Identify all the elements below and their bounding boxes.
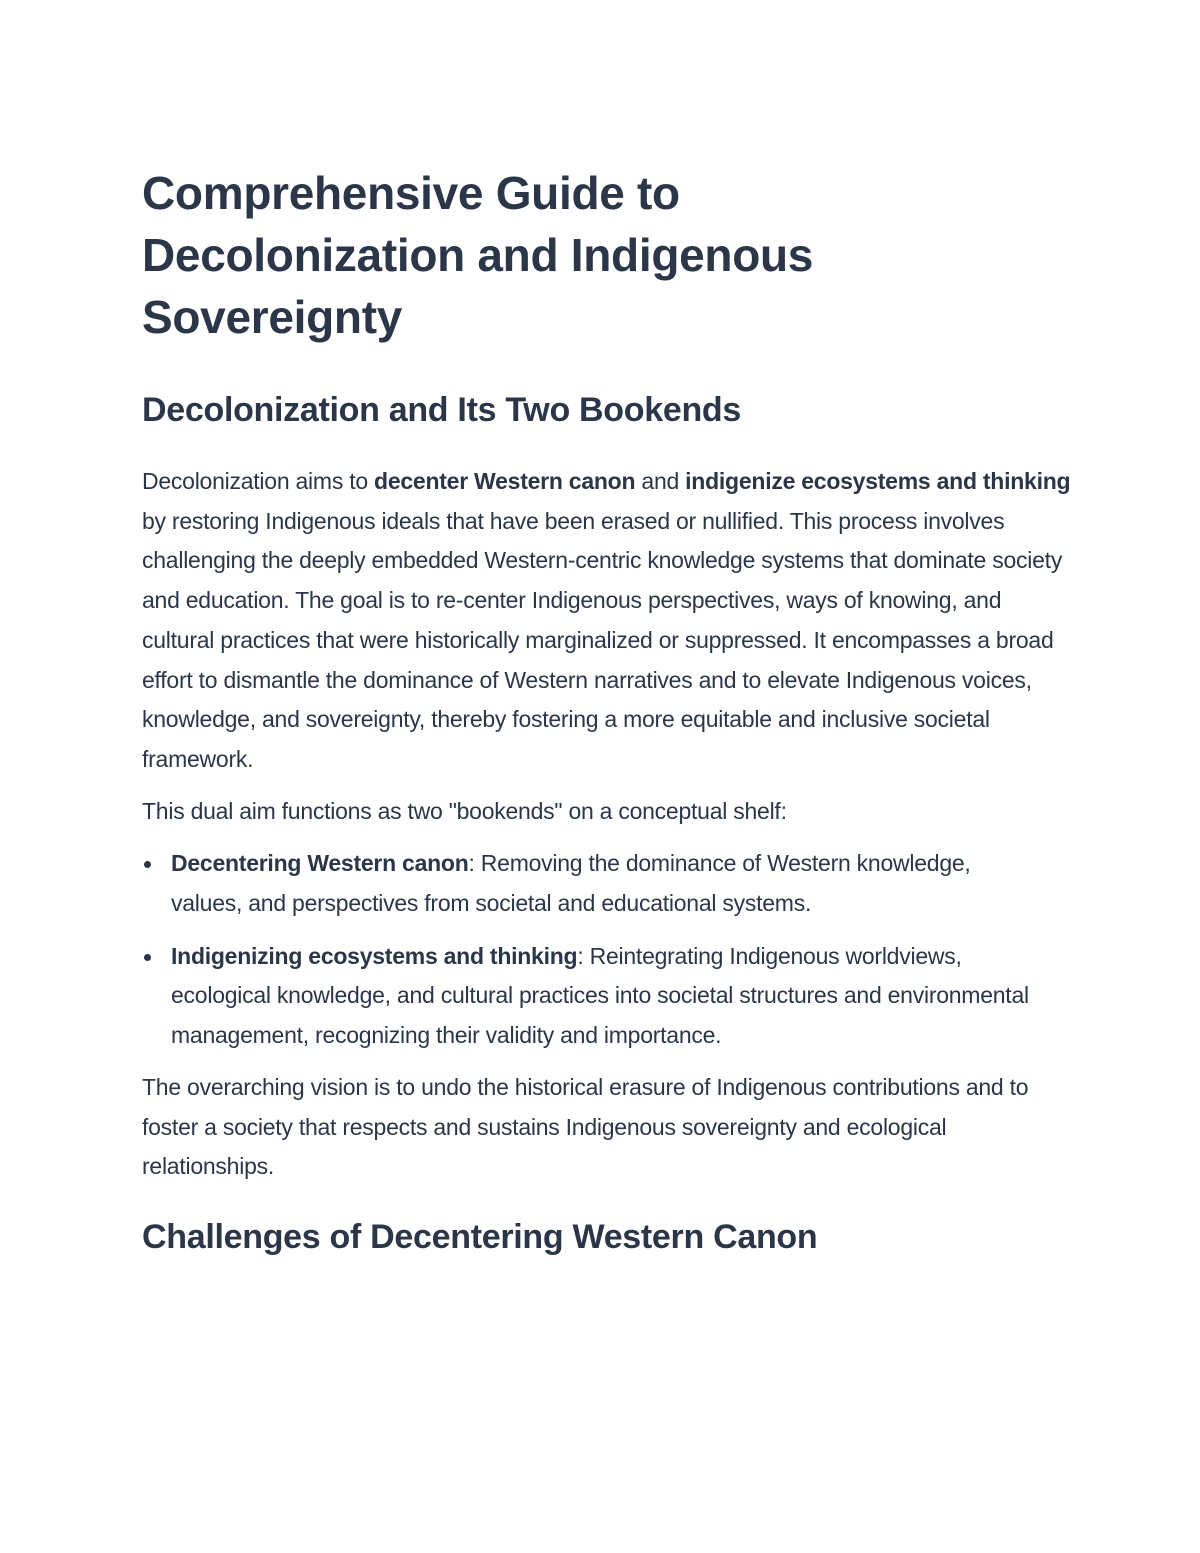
dual-aim-paragraph: This dual aim functions as two "bookends" on a conceptual shelf:: [142, 797, 787, 824]
intro-paragraph: [142, 462, 1072, 780]
intro-bold-indigenize: indigenize ecosystems and thinking: [685, 468, 1071, 494]
list-item: [142, 844, 1041, 923]
section-heading-challenges: Challenges of Decentering Western Canon: [142, 1217, 818, 1256]
document-title: Comprehensive Guide to Decolonization and Indigenous Sovereignty: [142, 167, 814, 343]
intro-text-2: and: [635, 468, 686, 494]
bullet-icon: [144, 861, 151, 868]
list-item-term: Indigenizing ecosystems and thinking: [171, 942, 578, 969]
bookends-list: [142, 844, 1072, 1056]
intro-text-1: Decolonization aims to: [142, 468, 375, 494]
list-item-text: : Removing the dominance of Western knowledge, values, and perspectives from societal and educational systems.: [171, 850, 971, 917]
list-item-term: Decentering Western canon: [171, 850, 469, 877]
section-heading-bookends: Decolonization and Its Two Bookends: [142, 391, 742, 429]
closing-paragraph: The overarching vision is to undo the historical erasure of Indigenous contributions and to foster a society that respects and sustains Indigenous sovereignty and ecological relationships.: [142, 1073, 1029, 1180]
document-page: [142, 162, 1072, 1259]
intro-bold-decenter: decenter Western canon: [374, 468, 636, 494]
list-item: [142, 937, 1041, 1056]
list-item-text: : Reintegrating Indigenous worldviews, ecological knowledge, and cultural practices into societal structures and environmental management, recognizing their validity and importance.: [171, 942, 1029, 1049]
intro-text-3: by restoring Indigenous ideals that have been erased or nullified. This process involves challenging the deeply embedded Western-centric knowledge systems that dominate society and education. The goal is to re-center Indigenous perspectives, ways of knowing, and cultural practices that were historically marginalized or suppressed. It encompasses a broad effort to dismantle the dominance of Western narratives and to elevate Indigenous voices, knowledge, and sovereignty, thereby fostering a more equitable and inclusive societal framework.: [142, 507, 1063, 772]
bullet-icon: [144, 954, 151, 961]
